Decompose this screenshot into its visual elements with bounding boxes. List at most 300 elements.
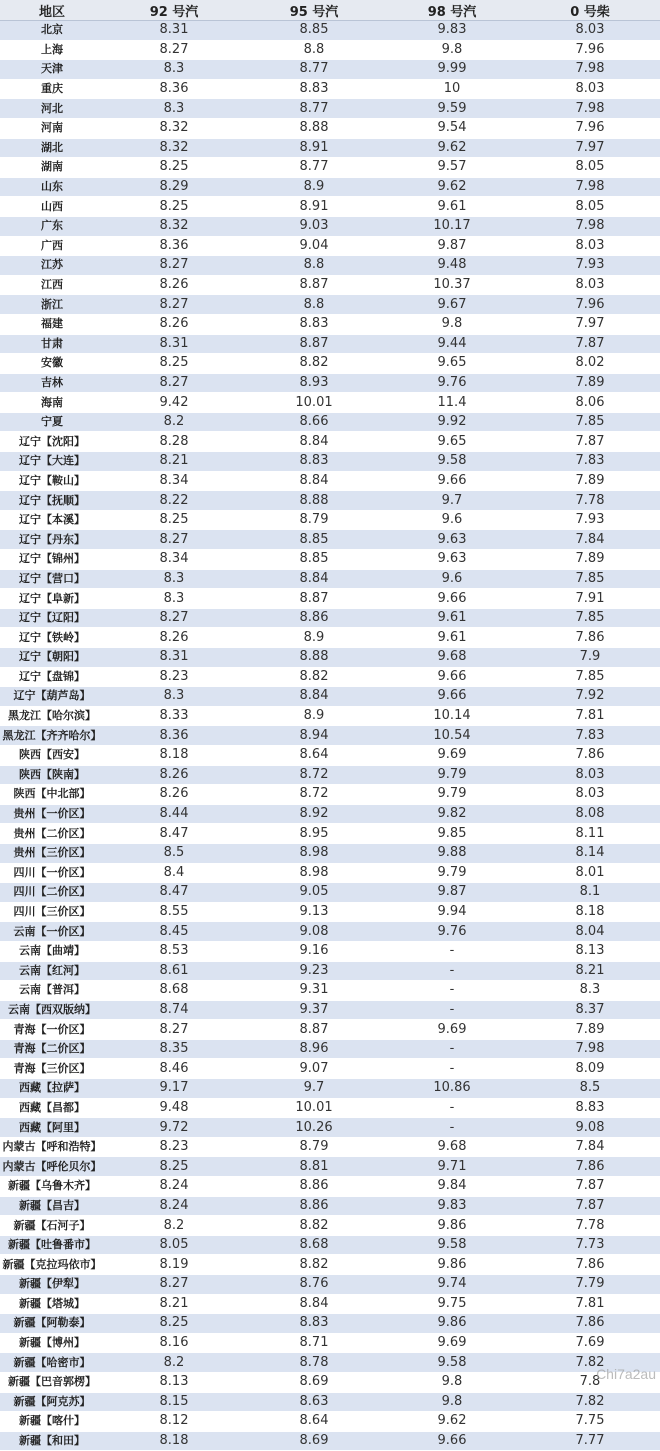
price-95-cell: 8.9 (244, 706, 384, 726)
table-row (0, 510, 660, 530)
price-98-cell: 9.84 (384, 1177, 520, 1197)
price-92-cell: 8.32 (104, 138, 244, 158)
price-92-cell: 8.2 (104, 1216, 244, 1236)
price-0-diesel-cell: 7.98 (520, 60, 660, 80)
price-95-cell: 8.86 (244, 608, 384, 628)
region-cell: 新疆【和田】 (0, 1431, 104, 1451)
price-98-cell: 9.82 (384, 804, 520, 824)
price-92-cell: 8.45 (104, 922, 244, 942)
price-92-cell: 8.28 (104, 432, 244, 452)
price-92-cell: 8.15 (104, 1392, 244, 1412)
price-95-cell: 8.87 (244, 334, 384, 354)
region-cell: 辽宁【本溪】 (0, 510, 104, 530)
price-0-diesel-cell: 7.97 (520, 314, 660, 334)
price-98-cell: 9.61 (384, 197, 520, 217)
table-row (0, 706, 660, 726)
region-cell: 云南【红河】 (0, 961, 104, 981)
price-0-diesel-cell: 7.98 (520, 216, 660, 236)
price-95-cell: 9.04 (244, 236, 384, 256)
price-92-cell: 8.2 (104, 412, 244, 432)
region-cell: 辽宁【朝阳】 (0, 648, 104, 668)
price-0-diesel-cell: 7.78 (520, 1216, 660, 1236)
table-row (0, 628, 660, 648)
price-92-cell: 8.46 (104, 1059, 244, 1079)
price-92-cell: 8.21 (104, 1294, 244, 1314)
price-95-cell: 8.63 (244, 1392, 384, 1412)
table-row (0, 883, 660, 903)
price-92-cell: 8.35 (104, 1039, 244, 1059)
price-92-cell: 8.36 (104, 236, 244, 256)
header-98-gasoline: 98 号汽 (384, 0, 520, 21)
table-row (0, 373, 660, 393)
price-95-cell: 8.83 (244, 1314, 384, 1334)
table-row (0, 256, 660, 276)
price-95-cell: 8.77 (244, 158, 384, 178)
price-95-cell: 10.26 (244, 1118, 384, 1138)
table-row (0, 1333, 660, 1353)
price-0-diesel-cell: 8.14 (520, 843, 660, 863)
price-95-cell: 9.05 (244, 883, 384, 903)
price-98-cell: 9.65 (384, 354, 520, 374)
price-95-cell: 9.13 (244, 902, 384, 922)
price-95-cell: 9.23 (244, 961, 384, 981)
region-cell: 青海【三价区】 (0, 1059, 104, 1079)
price-0-diesel-cell: 7.78 (520, 491, 660, 511)
table-row (0, 667, 660, 687)
price-98-cell: 9.68 (384, 1137, 520, 1157)
price-92-cell: 8.13 (104, 1372, 244, 1392)
price-95-cell: 8.96 (244, 1039, 384, 1059)
region-cell: 青海【一价区】 (0, 1020, 104, 1040)
table-row (0, 1137, 660, 1157)
price-92-cell: 8.18 (104, 745, 244, 765)
price-92-cell: 8.27 (104, 40, 244, 60)
price-95-cell: 8.83 (244, 79, 384, 99)
price-92-cell: 8.12 (104, 1412, 244, 1432)
price-95-cell: 8.78 (244, 1353, 384, 1373)
table-row (0, 177, 660, 197)
region-cell: 辽宁【沈阳】 (0, 432, 104, 452)
price-92-cell: 8.44 (104, 804, 244, 824)
price-92-cell: 8.23 (104, 1137, 244, 1157)
price-92-cell: 8.47 (104, 883, 244, 903)
table-row (0, 1039, 660, 1059)
price-98-cell: - (384, 1118, 520, 1138)
price-92-cell: 8.53 (104, 941, 244, 961)
table-row (0, 1431, 660, 1451)
price-95-cell: 8.84 (244, 471, 384, 491)
price-92-cell: 8.5 (104, 843, 244, 863)
price-92-cell: 8.24 (104, 1196, 244, 1216)
price-95-cell: 8.9 (244, 177, 384, 197)
table-row (0, 843, 660, 863)
table-row (0, 961, 660, 981)
price-0-diesel-cell: 7.96 (520, 118, 660, 138)
table-row (0, 1372, 660, 1392)
price-0-diesel-cell: 7.87 (520, 1177, 660, 1197)
price-95-cell: 9.07 (244, 1059, 384, 1079)
table-row (0, 216, 660, 236)
region-cell: 新疆【喀什】 (0, 1412, 104, 1432)
price-98-cell: 9.48 (384, 256, 520, 276)
region-cell: 新疆【巴音郭楞】 (0, 1372, 104, 1392)
region-cell: 辽宁【丹东】 (0, 530, 104, 550)
price-0-diesel-cell: 8.5 (520, 1079, 660, 1099)
region-cell: 甘肃 (0, 334, 104, 354)
price-92-cell: 8.36 (104, 726, 244, 746)
header-95-gasoline: 95 号汽 (244, 0, 384, 21)
price-98-cell: 9.87 (384, 883, 520, 903)
price-92-cell: 8.25 (104, 354, 244, 374)
price-95-cell: 8.95 (244, 824, 384, 844)
table-row (0, 1118, 660, 1138)
price-95-cell: 10.01 (244, 393, 384, 413)
price-98-cell: 9.83 (384, 1196, 520, 1216)
price-92-cell: 8.32 (104, 216, 244, 236)
price-95-cell: 8.64 (244, 745, 384, 765)
price-92-cell: 9.17 (104, 1079, 244, 1099)
price-0-diesel-cell: 8.01 (520, 863, 660, 883)
price-98-cell: 9.69 (384, 1333, 520, 1353)
region-cell: 新疆【昌吉】 (0, 1196, 104, 1216)
price-95-cell: 8.72 (244, 765, 384, 785)
price-92-cell: 9.42 (104, 393, 244, 413)
price-92-cell: 8.16 (104, 1333, 244, 1353)
header-row (0, 0, 660, 21)
region-cell: 云南【曲靖】 (0, 941, 104, 961)
price-0-diesel-cell: 7.85 (520, 667, 660, 687)
price-0-diesel-cell: 7.86 (520, 1157, 660, 1177)
price-0-diesel-cell: 7.81 (520, 1294, 660, 1314)
region-cell: 青海【二价区】 (0, 1039, 104, 1059)
table-row (0, 785, 660, 805)
price-0-diesel-cell: 9.08 (520, 1118, 660, 1138)
price-92-cell: 8.31 (104, 21, 244, 41)
table-row (0, 569, 660, 589)
price-0-diesel-cell: 7.86 (520, 628, 660, 648)
price-0-diesel-cell: 8.1 (520, 883, 660, 903)
price-98-cell: - (384, 1000, 520, 1020)
price-92-cell: 8.33 (104, 706, 244, 726)
table-row (0, 922, 660, 942)
price-95-cell: 8.88 (244, 491, 384, 511)
table-row (0, 412, 660, 432)
region-cell: 海南 (0, 393, 104, 413)
region-cell: 辽宁【鞍山】 (0, 471, 104, 491)
price-95-cell: 8.98 (244, 843, 384, 863)
price-92-cell: 8.26 (104, 314, 244, 334)
price-92-cell: 8.27 (104, 608, 244, 628)
price-0-diesel-cell: 7.86 (520, 1255, 660, 1275)
price-98-cell: 9.65 (384, 432, 520, 452)
price-92-cell: 8.22 (104, 491, 244, 511)
price-92-cell: 8.74 (104, 1000, 244, 1020)
price-98-cell: 9.62 (384, 177, 520, 197)
region-cell: 新疆【石河子】 (0, 1216, 104, 1236)
price-0-diesel-cell: 7.91 (520, 589, 660, 609)
price-0-diesel-cell: 8.3 (520, 981, 660, 1001)
price-92-cell: 8.32 (104, 118, 244, 138)
price-98-cell: 9.63 (384, 530, 520, 550)
price-0-diesel-cell: 8.18 (520, 902, 660, 922)
table-row (0, 1000, 660, 1020)
region-cell: 辽宁【锦州】 (0, 550, 104, 570)
price-92-cell: 8.34 (104, 550, 244, 570)
region-cell: 四川【三价区】 (0, 902, 104, 922)
price-95-cell: 8.9 (244, 628, 384, 648)
price-98-cell: 9.59 (384, 99, 520, 119)
price-0-diesel-cell: 7.86 (520, 1314, 660, 1334)
price-95-cell: 8.88 (244, 648, 384, 668)
price-98-cell: 9.69 (384, 745, 520, 765)
price-92-cell: 8.27 (104, 295, 244, 315)
price-92-cell: 8.31 (104, 648, 244, 668)
price-95-cell: 9.08 (244, 922, 384, 942)
price-0-diesel-cell: 8.06 (520, 393, 660, 413)
region-cell: 辽宁【辽阳】 (0, 608, 104, 628)
table-row (0, 21, 660, 41)
price-0-diesel-cell: 7.82 (520, 1392, 660, 1412)
table-row (0, 941, 660, 961)
region-cell: 辽宁【大连】 (0, 452, 104, 472)
table-row (0, 1216, 660, 1236)
price-98-cell: 9.8 (384, 1372, 520, 1392)
table-row (0, 1059, 660, 1079)
price-98-cell: 9.94 (384, 902, 520, 922)
price-98-cell: 9.79 (384, 863, 520, 883)
price-0-diesel-cell: 8.09 (520, 1059, 660, 1079)
price-98-cell: - (384, 981, 520, 1001)
price-98-cell: 10.37 (384, 275, 520, 295)
table-row (0, 236, 660, 256)
price-95-cell: 8.93 (244, 373, 384, 393)
price-0-diesel-cell: 7.75 (520, 1412, 660, 1432)
region-cell: 安徽 (0, 354, 104, 374)
price-95-cell: 8.92 (244, 804, 384, 824)
price-98-cell: - (384, 1098, 520, 1118)
price-0-diesel-cell: 7.83 (520, 726, 660, 746)
price-95-cell: 9.37 (244, 1000, 384, 1020)
price-0-diesel-cell: 7.98 (520, 177, 660, 197)
table-row (0, 432, 660, 452)
region-cell: 新疆【吐鲁番市】 (0, 1235, 104, 1255)
price-95-cell: 8.64 (244, 1412, 384, 1432)
price-98-cell: 11.4 (384, 393, 520, 413)
table-row (0, 197, 660, 217)
price-95-cell: 8.85 (244, 21, 384, 41)
table-row (0, 765, 660, 785)
region-cell: 贵州【一价区】 (0, 804, 104, 824)
table-row (0, 354, 660, 374)
price-95-cell: 8.72 (244, 785, 384, 805)
price-0-diesel-cell: 7.98 (520, 1039, 660, 1059)
price-95-cell: 10.01 (244, 1098, 384, 1118)
region-cell: 内蒙古【呼伦贝尔】 (0, 1157, 104, 1177)
price-95-cell: 8.87 (244, 275, 384, 295)
table-row (0, 902, 660, 922)
price-98-cell: 9.67 (384, 295, 520, 315)
region-cell: 吉林 (0, 373, 104, 393)
region-cell: 江苏 (0, 256, 104, 276)
price-95-cell: 8.8 (244, 256, 384, 276)
price-0-diesel-cell: 8.03 (520, 79, 660, 99)
table-row (0, 687, 660, 707)
price-98-cell: 9.7 (384, 491, 520, 511)
table-row (0, 589, 660, 609)
table-row (0, 804, 660, 824)
price-0-diesel-cell: 7.86 (520, 745, 660, 765)
price-92-cell: 8.24 (104, 1177, 244, 1197)
region-cell: 陕西【西安】 (0, 745, 104, 765)
price-95-cell: 8.82 (244, 667, 384, 687)
region-cell: 内蒙古【呼和浩特】 (0, 1137, 104, 1157)
price-0-diesel-cell: 7.79 (520, 1275, 660, 1295)
region-cell: 新疆【塔城】 (0, 1294, 104, 1314)
price-98-cell: 9.62 (384, 138, 520, 158)
region-cell: 河北 (0, 99, 104, 119)
price-92-cell: 8.25 (104, 1314, 244, 1334)
table-header (0, 0, 660, 21)
price-95-cell: 8.82 (244, 354, 384, 374)
table-row (0, 1255, 660, 1275)
table-row (0, 138, 660, 158)
table-row (0, 1235, 660, 1255)
price-0-diesel-cell: 7.89 (520, 1020, 660, 1040)
price-95-cell: 8.69 (244, 1372, 384, 1392)
table-row (0, 530, 660, 550)
price-0-diesel-cell: 7.85 (520, 412, 660, 432)
region-cell: 山东 (0, 177, 104, 197)
price-95-cell: 8.77 (244, 60, 384, 80)
table-row (0, 726, 660, 746)
price-0-diesel-cell: 8.03 (520, 785, 660, 805)
table-row (0, 981, 660, 1001)
price-92-cell: 8.25 (104, 197, 244, 217)
price-95-cell: 8.83 (244, 452, 384, 472)
region-cell: 陕西【中北部】 (0, 785, 104, 805)
region-cell: 黑龙江【哈尔滨】 (0, 706, 104, 726)
price-92-cell: 8.27 (104, 1020, 244, 1040)
price-95-cell: 8.87 (244, 589, 384, 609)
price-95-cell: 8.82 (244, 1216, 384, 1236)
price-98-cell: 9.76 (384, 373, 520, 393)
price-98-cell: 9.6 (384, 569, 520, 589)
price-95-cell: 8.82 (244, 1255, 384, 1275)
price-0-diesel-cell: 7.77 (520, 1431, 660, 1451)
region-cell: 新疆【克拉玛依市】 (0, 1255, 104, 1275)
table-row (0, 471, 660, 491)
price-0-diesel-cell: 8.13 (520, 941, 660, 961)
price-98-cell: 9.86 (384, 1216, 520, 1236)
table-row (0, 608, 660, 628)
price-98-cell: 9.62 (384, 1412, 520, 1432)
table-row (0, 648, 660, 668)
region-cell: 河南 (0, 118, 104, 138)
price-0-diesel-cell: 7.89 (520, 550, 660, 570)
price-95-cell: 8.79 (244, 510, 384, 530)
price-95-cell: 9.31 (244, 981, 384, 1001)
price-98-cell: 9.75 (384, 1294, 520, 1314)
region-cell: 贵州【二价区】 (0, 824, 104, 844)
table-row (0, 334, 660, 354)
price-92-cell: 8.3 (104, 589, 244, 609)
price-95-cell: 8.83 (244, 314, 384, 334)
price-0-diesel-cell: 8.21 (520, 961, 660, 981)
table-row (0, 118, 660, 138)
region-cell: 北京 (0, 21, 104, 41)
table-row (0, 1275, 660, 1295)
table-row (0, 745, 660, 765)
price-0-diesel-cell: 8.02 (520, 354, 660, 374)
price-0-diesel-cell: 7.85 (520, 608, 660, 628)
table-row (0, 275, 660, 295)
price-95-cell: 8.85 (244, 550, 384, 570)
price-95-cell: 8.66 (244, 412, 384, 432)
price-92-cell: 9.48 (104, 1098, 244, 1118)
price-92-cell: 8.34 (104, 471, 244, 491)
price-0-diesel-cell: 7.83 (520, 452, 660, 472)
region-cell: 辽宁【抚顺】 (0, 491, 104, 511)
price-92-cell: 8.55 (104, 902, 244, 922)
header-region: 地区 (0, 0, 104, 21)
table-row (0, 1157, 660, 1177)
price-0-diesel-cell: 7.84 (520, 1137, 660, 1157)
price-98-cell: 9.54 (384, 118, 520, 138)
price-95-cell: 8.87 (244, 1020, 384, 1040)
price-95-cell: 8.94 (244, 726, 384, 746)
region-cell: 湖南 (0, 158, 104, 178)
price-98-cell: 10.14 (384, 706, 520, 726)
price-98-cell: 9.88 (384, 843, 520, 863)
table-row (0, 452, 660, 472)
price-0-diesel-cell: 7.73 (520, 1235, 660, 1255)
table-row (0, 99, 660, 119)
table-row (0, 1314, 660, 1334)
price-98-cell: 9.6 (384, 510, 520, 530)
price-0-diesel-cell: 8.83 (520, 1098, 660, 1118)
price-92-cell: 8.19 (104, 1255, 244, 1275)
price-98-cell: 9.66 (384, 471, 520, 491)
price-92-cell: 8.3 (104, 687, 244, 707)
region-cell: 四川【一价区】 (0, 863, 104, 883)
price-98-cell: - (384, 941, 520, 961)
price-92-cell: 8.3 (104, 60, 244, 80)
price-98-cell: 9.58 (384, 1235, 520, 1255)
table-row (0, 1392, 660, 1412)
price-95-cell: 8.8 (244, 295, 384, 315)
price-98-cell: 9.79 (384, 785, 520, 805)
price-98-cell: 9.86 (384, 1314, 520, 1334)
region-cell: 辽宁【营口】 (0, 569, 104, 589)
price-92-cell: 8.29 (104, 177, 244, 197)
price-98-cell: 9.85 (384, 824, 520, 844)
price-95-cell: 8.79 (244, 1137, 384, 1157)
price-0-diesel-cell: 7.82 (520, 1353, 660, 1373)
region-cell: 湖北 (0, 138, 104, 158)
price-95-cell: 8.84 (244, 569, 384, 589)
price-98-cell: 9.58 (384, 452, 520, 472)
price-98-cell: 9.99 (384, 60, 520, 80)
region-cell: 辽宁【阜新】 (0, 589, 104, 609)
price-0-diesel-cell: 7.98 (520, 99, 660, 119)
price-98-cell: 9.83 (384, 21, 520, 41)
region-cell: 宁夏 (0, 412, 104, 432)
table-row (0, 863, 660, 883)
price-92-cell: 9.72 (104, 1118, 244, 1138)
region-cell: 浙江 (0, 295, 104, 315)
price-95-cell: 8.86 (244, 1177, 384, 1197)
price-92-cell: 8.26 (104, 765, 244, 785)
